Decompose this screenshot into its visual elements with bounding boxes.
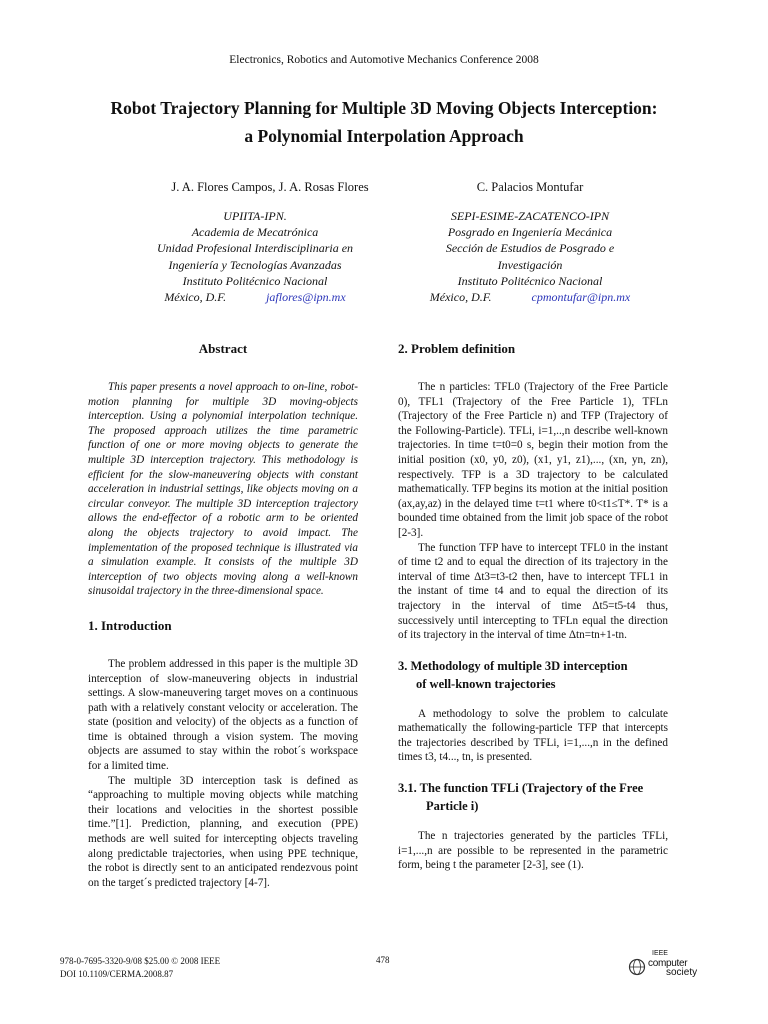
title-line-2: a Polynomial Interpolation Approach: [244, 126, 524, 146]
subsection-heading-line1: 3.1. The function TFLi (Trajectory of the Free: [398, 781, 644, 796]
affil-right-line5: Instituto Politécnico Nacional: [457, 273, 603, 288]
methodology-paragraph-1: A methodology to solve the problem to calculate mathematically the following-particle TFP that intercepts the trajectories described by TFLi, i=1,...,n in the defined times t3, t4..., tn, is presented.: [398, 707, 668, 764]
problem-paragraph-1: The n particles: TFL0 (Trajectory of the Free Particle 0), TFL1 (Trajectory of the Free Particle 1), TFLn (Trajectory of the Free Particle n) and TFP (Trajectory of the Following-Particle). TFLi, i=1,..,n describe well-known trajectories. In time t=t0=0 s, begin their motion from the initial position (x0, y0, z0), (x1, y1, z1),..., (xn, yn, zn), respectively. TFP is a 3D trajectory to be calculated mathematically. TFP begins its motion at the initial position (ax,ay,az) in the delayed time t=t1 where t0<t1≤T*. T* is a bounded time obtained from the limit job space of the robot [2-3].: [398, 381, 668, 539]
subsection-heading: [398, 779, 668, 815]
introduction-paragraph-2: The multiple 3D interception task is defined as “approaching to multiple moving objects while matching their locations and velocities in the shortest possible time.”[1]. Prediction, planning, and execution (PPE) methods are well suited for intercepting objects traveling along predictable trajectories, when using PPE technique, the robot is directly sent to an anticipated rendezvous point on the target´s predicted trajectory [4-7].: [88, 774, 358, 889]
methodology-heading-line2: of well-known trajectories: [416, 676, 556, 691]
footer-doi: DOI 10.1109/CERMA.2008.87: [60, 969, 174, 979]
affil-right-line1: SEPI-ESIME-ZACATENCO-IPN: [450, 209, 610, 223]
affil-left-line1: UPIITA-IPN.: [223, 209, 287, 223]
affil-left-line4: Ingeniería y Tecnologías Avanzadas: [168, 257, 342, 272]
problem-paragraph-2: The function TFP have to intercept TFL0 in the instant of time t2 and to equal the direction of its trajectory in the interval of time Δt3=t3-t2 then, have to intercept TFL1 in the instant of time t4 and to equal the direction of its trajectory in the interval of time Δt5=t5-t4 thus, successively until intercepting to TFLn equal the direction of its trajectory in the interval of time Δtn=tn+1-tn.: [398, 541, 668, 642]
abstract-heading: Abstract: [198, 341, 248, 356]
affil-right-line2: Posgrado en Ingeniería Mecánica: [447, 225, 613, 240]
title-line-1: Robot Trajectory Planning for Multiple 3D Moving Objects Interception:: [110, 98, 658, 118]
right-column: [398, 340, 668, 873]
left-column: [88, 340, 358, 890]
affil-right-line4: Investigación: [497, 257, 563, 272]
authors-right: C. Palacios Montufar: [476, 180, 584, 194]
introduction-paragraph-1: The problem addressed in this paper is the multiple 3D interception of slow-maneuvering objects in industrial settings. A slow-maneuvering target moves on a continuous path with a relatively constant velocity or acceleration. The state (position and velocity) of the objects as a function of time is obtained through a vision system. The moving objects are assumed to stay within the robot´s workspace for a limited time.: [88, 657, 358, 773]
logo-computer-text: computer: [648, 958, 688, 969]
affil-left-line3: Unidad Profesional Interdisciplinaria en: [156, 241, 354, 256]
globe-icon: [628, 958, 646, 976]
affil-right-place: México, D.F.: [429, 290, 492, 305]
abstract-text: This paper presents a novel approach to on-line, robot-motion planning for multiple 3D moving-objects interception. Using a polynomial interpolation technique. The proposed approach utilizes the time parametric function of one or more moving objects to generate the multiple 3D interception trajectory. This methodology is efficient for the slow-maneuvering objects with constant acceleration in industrial settings, like objects moving on a circular conveyor. The multiple 3D interception trajectory allows the end-effector of a robotic arm to be oriented along the objects trajectory to avoid impact. The implementation of the proposed technique is illustrated via a simulation example. It consists of the multiple 3D interception of two objects moving along a well-known sinusoidal trajectory in the three-dimensional space.: [88, 381, 358, 598]
footer-left: [60, 955, 220, 981]
page-number: 478: [376, 955, 390, 965]
email-link-left[interactable]: jaflores@ipn.mx: [266, 290, 346, 305]
methodology-paragraph-2: The n trajectories generated by the particles TFLi, i=1,...,n are possible to be represented in the parametric form, being t the parameter [2-3], see (1).: [398, 830, 668, 872]
affil-left-place: México, D.F.: [164, 290, 227, 305]
methodology-heading-line1: 3. Methodology of multiple 3D interception: [398, 658, 628, 673]
footer-isbn: 978-0-7695-3320-9/08 $25.00 © 2008 IEEE: [60, 956, 221, 966]
logo-society-text: society: [666, 967, 698, 978]
authors-left: J. A. Flores Campos, J. A. Rosas Flores: [171, 180, 369, 194]
conference-header: Electronics, Robotics and Automotive Mechanics Conference 2008: [229, 54, 539, 66]
problem-heading: 2. Problem definition: [398, 341, 516, 356]
logo-ieee-text: IEEE: [652, 950, 668, 957]
affil-left-place-row: [120, 289, 390, 305]
methodology-heading: [398, 657, 668, 693]
paper-title: [40, 94, 728, 150]
introduction-heading: 1. Introduction: [88, 617, 172, 633]
affil-right-line3: Sección de Estudios de Posgrado e: [445, 241, 615, 256]
affiliation-right: [400, 208, 660, 305]
ieee-computer-society-logo: [628, 950, 698, 980]
affil-left-line2: Academia de Mecatrónica: [191, 225, 319, 240]
affil-right-place-row: [400, 289, 660, 305]
email-link-right[interactable]: cpmontufar@ipn.mx: [531, 290, 631, 305]
affiliation-left: [120, 208, 390, 305]
subsection-heading-line2: Particle i): [426, 799, 479, 814]
affil-left-line5: Instituto Politécnico Nacional: [182, 273, 328, 288]
